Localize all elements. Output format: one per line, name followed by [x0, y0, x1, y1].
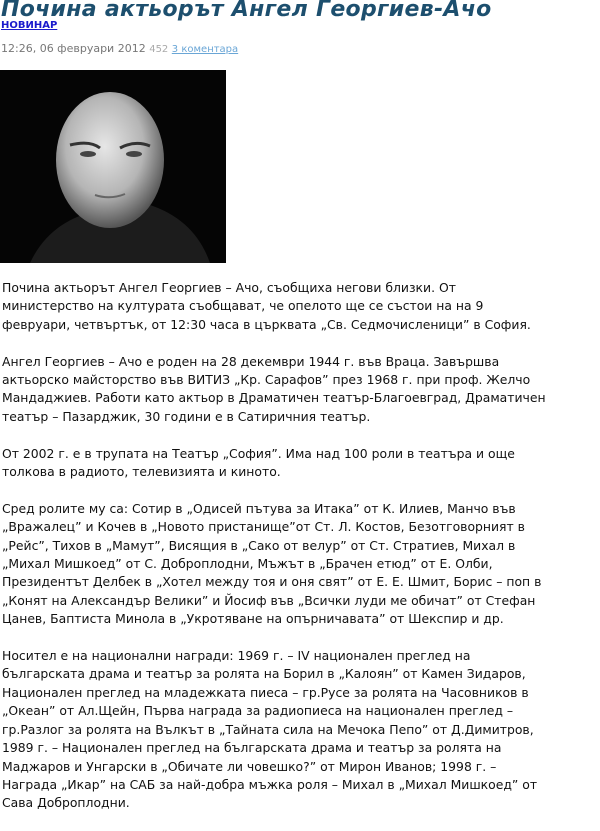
paragraph-line: „Михал Мишкоед” от С. Доброплодни, Мъжът в „Брачен етюд” от Е. Олби, — [2, 556, 493, 572]
paragraph-line: 1989 г. – Национален преглед на българската драма и театър за ролята на — [2, 740, 502, 756]
paragraph-line: актьорско майсторство във ВИТИЗ „Кр. Сарафов” през 1968 г. при проф. Желчо — [2, 372, 531, 388]
article-paragraph — [2, 445, 600, 482]
paragraph-line: Сава Доброплодни. — [2, 795, 130, 811]
paragraph-line: „Рейс”, Тихов в „Мамут”, Висящия в „Сако от велур” от Ст. Стратиев, Михал в — [2, 537, 516, 553]
paragraph-line: Сред ролите му са: Сотир в „Одисей пътува за Итака” от К. Илиев, Манчо във — [2, 500, 516, 516]
view-count: 452 — [149, 44, 169, 55]
paragraph-line: Ангел Георгиев – Ачо е роден на 28 декември 1944 г. във Враца. Завършва — [2, 353, 500, 369]
paragraph-line: Награда „Икар” на САБ за най-добра мъжка роля – Михал в „Михал Мишкоед” от — [2, 776, 538, 792]
paragraph-line: „Конят на Александър Велики” и Йосиф във „Всички луди ме обичат” от Стефан — [2, 592, 536, 608]
portrait-photo — [0, 70, 226, 263]
paragraph-line: Почина актьорът Ангел Георгиев – Ачо, съобщиха негови близки. От — [2, 280, 456, 295]
paragraph-line: Национален преглед на младежката пиеса – гр.Русе за ролята на Часовников в — [2, 684, 529, 700]
article-title: Почина актьорът Ангел Георгиев-Ачо — [1, 0, 492, 22]
article-body — [2, 279, 600, 831]
paragraph-line: Маджаров и Унгарски в „Обичате ли човешко?” от Мирон Иванов; 1998 г. – — [2, 758, 497, 774]
paragraph-line: Цанев, Баптиста Минола в „Укротяване на опърничавата” от Шекспир и др. — [2, 611, 504, 627]
paragraph-line: театър – Пазарджик, 30 години е в Сатиричния театър. — [2, 408, 371, 424]
paragraph-line: гр.Разлог за ролята на Вълкът в „Тайната сила на Мечока Пепо” от Д.Димитров, — [2, 721, 534, 737]
article-meta — [1, 42, 238, 55]
paragraph-line: февруари, четвъртък, от 12:30 часа в църквата „Св. Седмочисленици” в София. — [2, 316, 531, 332]
paragraph-line: толкова в радиото, телевизията и киното. — [2, 464, 281, 480]
article-paragraph — [2, 500, 600, 629]
paragraph-line: Носител е на национални награди: 1969 г. – IV национален преглед на — [2, 648, 471, 664]
category-link[interactable]: НОВИНАР — [1, 20, 58, 31]
paragraph-line: министерство на културата съобщават, че опелото ще се състои на на 9 — [2, 298, 484, 314]
article-paragraph — [2, 647, 600, 813]
paragraph-line: Мандаджиев. Работи като актьор в Драматичен театър-Благоевград, Драматичен — [2, 390, 546, 406]
paragraph-line: българската драма и театър за ролята на Борил в „Калоян” от Камен Зидаров, — [2, 666, 526, 682]
publish-datetime: 12:26, 06 февруари 2012 — [1, 42, 146, 55]
article-paragraph — [2, 353, 600, 427]
paragraph-line: „Океан” от Ал.Щейн, Първа награда за радиопиеса на национален преглед – — [2, 703, 514, 719]
paragraph-line: Президентът Делбек в „Хотел между тоя и оня свят” от Е. Е. Шмит, Борис – поп в — [2, 574, 542, 590]
paragraph-line: „Вражалец” и Кочев в „Новото пристанище”от Ст. Л. Костов, Безотговорният в — [2, 519, 525, 535]
article-paragraph — [2, 279, 600, 334]
comments-link[interactable]: 3 коментара — [171, 44, 239, 55]
paragraph-line: От 2002 г. е в трупата на Театър „София”. Има над 100 роли в театъра и още — [2, 445, 515, 461]
